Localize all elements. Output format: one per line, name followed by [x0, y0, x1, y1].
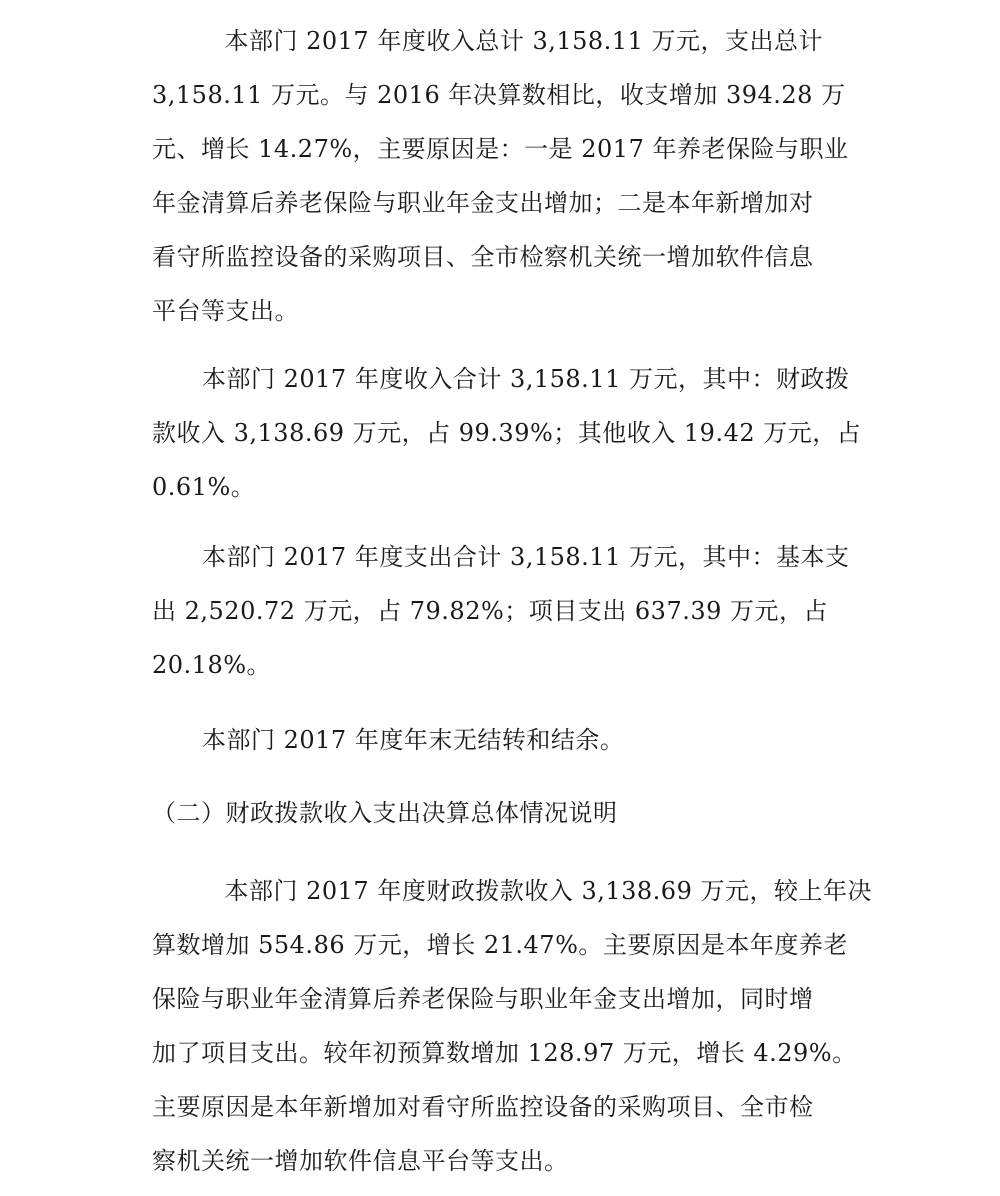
text-line: 看守所监控设备的采购项目、全市检察机关统一增加软件信息: [152, 243, 814, 271]
text-line: 算数增加 554.86 万元，增长 21.47%。主要原因是本年度养老: [152, 931, 848, 959]
text-line: 保险与职业年金清算后养老保险与职业年金支出增加，同时增: [152, 985, 814, 1013]
text-line: 察机关统一增加软件信息平台等支出。: [152, 1147, 569, 1175]
paragraph-income-expense-total: [152, 14, 852, 338]
paragraph-carryover: [152, 713, 852, 767]
text-line: 本部门 2017 年度财政拨款收入 3,138.69 万元，较上年决: [200, 877, 872, 905]
text-line: 加了项目支出。较年初预算数增加 128.97 万元，增长 4.29%。: [152, 1039, 857, 1067]
text-line: 3,158.11 万元。与 2016 年决算数相比，收支增加 394.28 万: [152, 81, 846, 109]
text-line: 本部门 2017 年度支出合计 3,158.11 万元，其中：基本支: [202, 543, 850, 571]
section-heading-text: （二）财政拨款收入支出决算总体情况说明: [152, 799, 618, 827]
text-line: 平台等支出。: [152, 297, 299, 325]
text-line: 元、增长 14.27%，主要原因是：一是 2017 年养老保险与职业: [152, 135, 849, 163]
text-line: 20.18%。: [152, 651, 272, 679]
text-line: 出 2,520.72 万元，占 79.82%；项目支出 637.39 万元，占: [152, 597, 829, 625]
section-heading: [152, 786, 852, 840]
text-line: 本部门 2017 年度收入总计 3,158.11 万元，支出总计: [200, 27, 823, 55]
text-line: 款收入 3,138.69 万元，占 99.39%；其他收入 19.42 万元，占: [152, 419, 862, 447]
text-line: 年金清算后养老保险与职业年金支出增加；二是本年新增加对: [152, 189, 814, 217]
text-line: 本部门 2017 年度年末无结转和结余。: [202, 726, 625, 754]
text-line: 主要原因是本年新增加对看守所监控设备的采购项目、全市检: [152, 1093, 814, 1121]
paragraph-income-breakdown: [152, 352, 862, 514]
paragraph-expense-breakdown: [152, 530, 852, 692]
paragraph-fiscal-appropriation: [152, 864, 872, 1188]
text-line: 0.61%。: [152, 473, 256, 501]
text-line: 本部门 2017 年度收入合计 3,158.11 万元，其中：财政拨: [202, 365, 850, 393]
